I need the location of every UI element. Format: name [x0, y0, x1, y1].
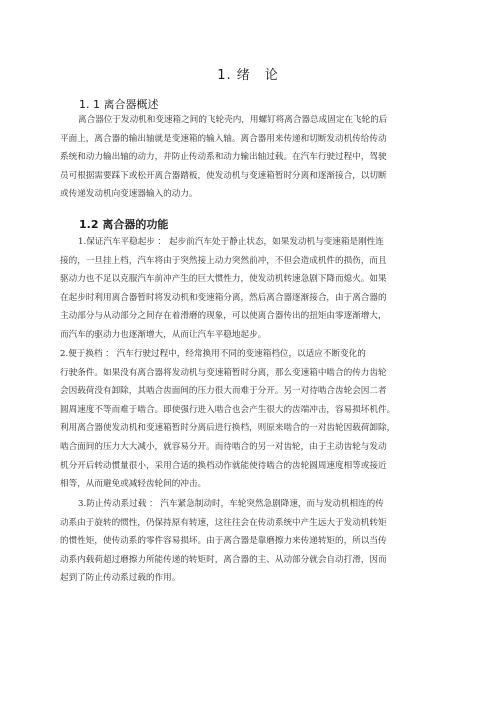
section-1-1-paragraph	[60, 111, 438, 204]
text-line: 相等，从而避免或减轻齿轮间的冲击。	[60, 479, 207, 490]
text-line: 2.便于换档 ： 汽车行驶过程中，经常换用不同的变速箱档位，以适应不断变化的	[60, 349, 366, 359]
function-paragraph-3	[60, 495, 438, 588]
text-line: 在起步时利用离合器暂时将发动机和变速箱分离，然后离合器逐渐接合，由于离合器的	[60, 292, 387, 303]
text-line: 行驶条件。如果没有离合器将发动机与变速箱暂时分离，那么变速箱中啮合的传力齿轮	[60, 367, 387, 378]
text-line: 动系内载荷超过磨擦力所能传递的转矩时，离合器的主、从动部分就会自动打滑，因而	[60, 554, 387, 565]
text-line: 会因载荷没有卸除，其啮合齿面间的压力很大而难于分开。另一对待啮合齿轮会因二者	[60, 386, 387, 397]
text-line: 主动部分与从动部分之间存在着滑磨的现象，可以使离合器传出的扭矩由零逐渐增大，	[60, 311, 387, 322]
text-line: 的惯性矩，使传动系的零件容易损坏。由于离合器是靠磨擦力来传递转矩的，所以当传	[60, 536, 387, 547]
function-paragraph-1	[60, 233, 438, 345]
text-line: 起到了防止传动系过载的作用。	[60, 573, 181, 584]
function-paragraph-2	[60, 345, 438, 494]
chapter-title: 1. 绪 论	[217, 68, 279, 83]
text-line: 圆周速度不等而难于啮合。即使强行进入啮合也会产生很大的齿端冲击，容易损坏机件。	[60, 404, 396, 415]
section-heading-1-1: 1. 1 离合器概述	[79, 98, 159, 111]
text-line: 接的，一旦挂上档，汽车将由于突然接上动力突然前冲，不但会造成机件的损伤，而且	[60, 255, 387, 266]
text-line: 机分开后转动惯量很小，采用合适的换档动作就能使待啮合的齿轮圆周速度相等或接近	[60, 460, 387, 471]
text-line: 驱动力也不足以克服汽车前冲产生的巨大惯性力，使发动机转速急剧下降而熄火。如果	[60, 274, 387, 285]
text-line: 而汽车的驱动力也逐渐增大，从而让汽车平稳地起步。	[60, 329, 267, 340]
text-line: 或传递发动机向变速器输入的动力。	[60, 189, 198, 200]
text-line: 系统和动力输出轴的动力，并防止传动系和动力输出轴过载。在汽车行驶过程中，驾驶	[60, 152, 387, 163]
text-line: 员可根据需要踩下或松开离合器踏板，使发动机与变速箱暂时分离和逐渐接合，以切断	[60, 170, 387, 181]
text-line: 离合器位于发动机和变速箱之间的飞轮壳内，用螺钉将离合器总成固定在飞轮的后	[78, 115, 388, 125]
section-heading-1-2: 1.2 离合器的功能	[79, 218, 169, 231]
text-line: 平面上，离合器的输出轴就是变速箱的输入轴。离合器用来传递和切断发动机传给传动	[60, 133, 387, 144]
text-line: 3.防止传动系过载 ： 汽车紧急制动时，车轮突然急剧降速，而与发动机相连的传	[78, 499, 384, 509]
text-line: 利用离合器使发动机和变速箱暂时分离后进行换档，则原来啮合的一对齿轮因载荷卸除，	[60, 423, 396, 434]
text-line: 1.保证汽车平稳起步 ： 起步前汽车处于静止状态，如果发动机与变速箱是刚性连	[78, 237, 384, 247]
text-line: 啮合面间的压力大大减小，就容易分开。而待啮合的另一对齿轮，由于主动齿轮与发动	[60, 441, 387, 452]
text-line: 动系由于旋转的惯性，仍保持原有转速，这往往会在传动系统中产生远大于发动机转矩	[60, 517, 387, 528]
